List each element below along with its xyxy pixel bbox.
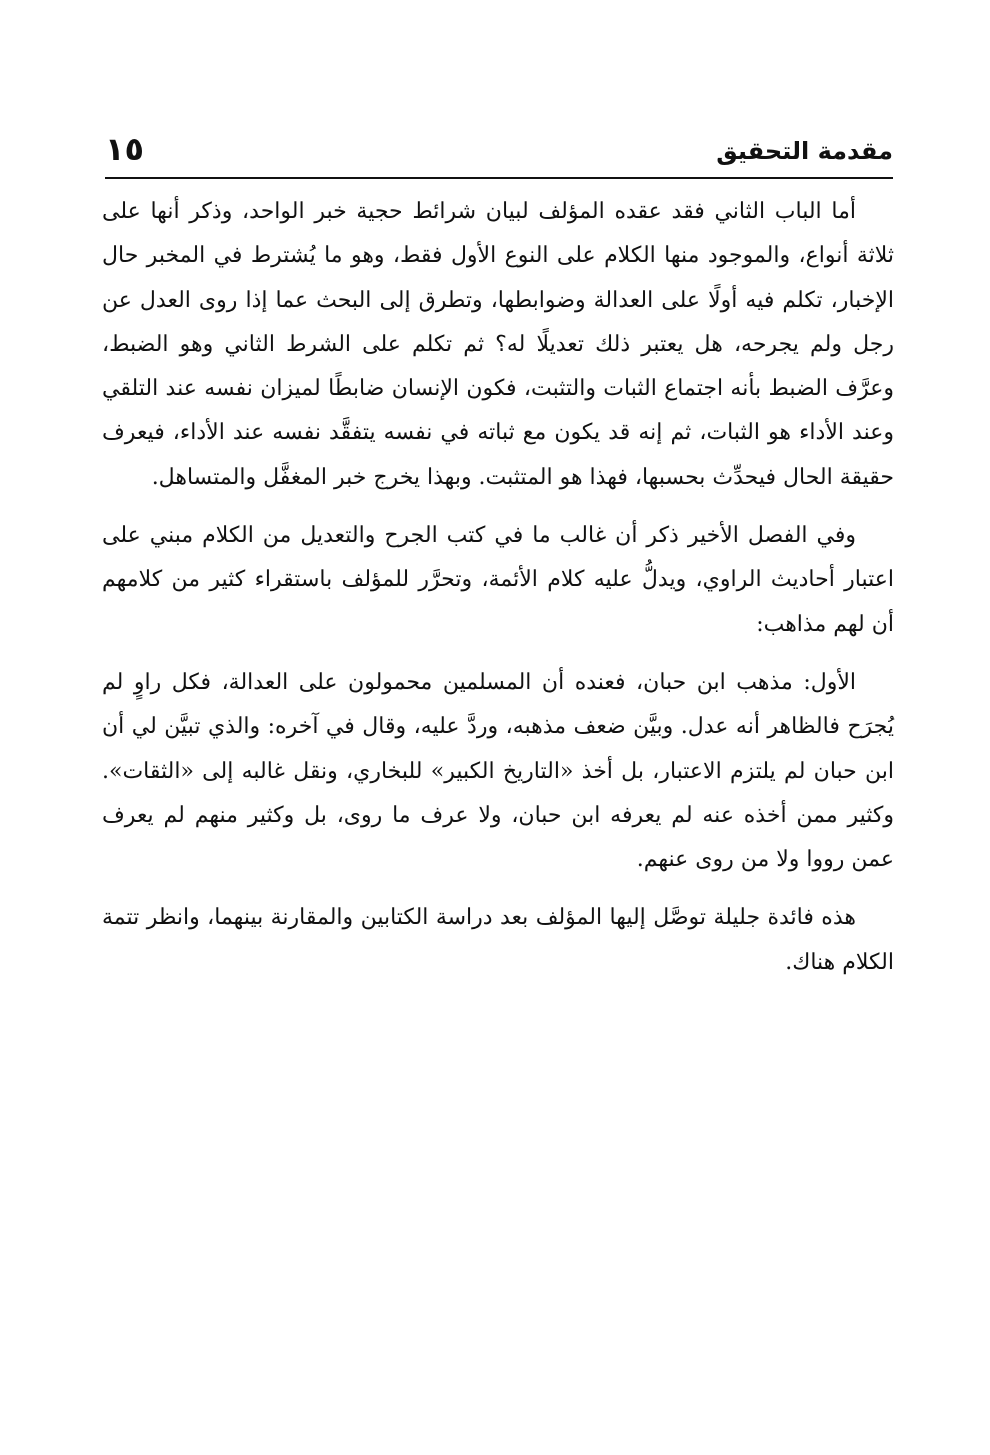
page-number: ١٥ (105, 130, 145, 168)
paragraph-conclusion: هذه فائدة جليلة توصَّل إليها المؤلف بعد دراسة الكتابين والمقارنة بينهما، وانظر تتمة الكلام هناك. (102, 905, 894, 975)
paragraph-last-section: وفي الفصل الأخير ذكر أن غالب ما في كتب الجرح والتعديل من الكلام مبني على اعتبار أحاديث الراوي، ويدلُّ عليه كلام الأئمة، وتحرَّر للمؤلف باستقراء كثير من كلامهم أن لهم مذاهب: (102, 523, 894, 637)
paragraph-chapter-two: أما الباب الثاني فقد عقده المؤلف لبيان شرائط حجية خبر الواحد، وذكر أنها على ثلاثة أنواع، والموجود منها الكلام على النوع الأول فقط، وهو ما يُشترط في المخبر حال الإخبار، تكلم فيه أولًا على العدالة وضوابطها، وتطرق إلى البحث عما إذا روى العدل عن رجل ولم يجرحه، هل يعتبر ذلك تعديلًا له؟ ثم تكلم على الشرط الثاني وهو الضبط، وعرَّف الضبط بأنه اجتماع الثبات والتثبت، فكون الإنسان ضابطًا لميزان نفسه عند التلقي وعند الأداء هو الثبات، ثم إنه قد يكون مع ثباته في نفسه يتفقَّد نفسه عند الأداء، فيعرف حقيقة الحال فيحدِّث بحسبها، فهذا هو المتثبت. وبهذا يخرج خبر المغفَّل والمتساهل. (102, 199, 894, 490)
running-title: مقدمة التحقيق (716, 137, 893, 165)
running-header (105, 128, 893, 174)
header-rule (105, 177, 893, 179)
body-text (102, 190, 894, 985)
paragraph-ibn-hibban: الأول: مذهب ابن حبان، فعنده أن المسلمين محمولون على العدالة، فكل راوٍ لم يُجرَح فالظاهر أنه عدل. وبيَّن ضعف مذهبه، وردَّ عليه، وقال في آخره: والذي تبيَّن لي أن ابن حبان لم يلتزم الاعتبار، بل أخذ «التاريخ الكبير» للبخاري، ونقل غالبه إلى «الثقات». وكثير ممن أخذه عنه لم يعرفه ابن حبان، ولا عرف ما روى، بل وكثير منهم لم يعرف عمن رووا ولا من روى عنهم. (102, 669, 894, 873)
